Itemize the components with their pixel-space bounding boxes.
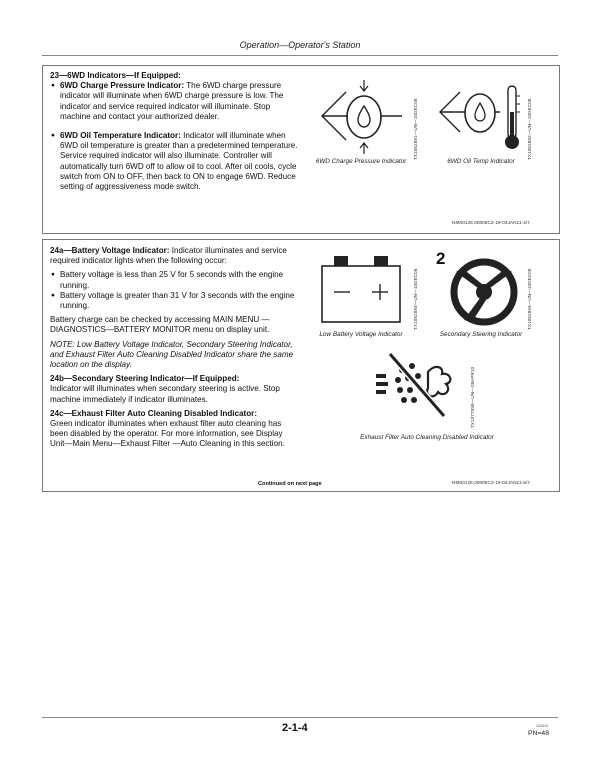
secondary-steering-number: 2 <box>436 249 446 268</box>
image5-code: TX1077058—UN—28APR10 <box>470 366 475 428</box>
image1-code: TX1052891—UN—10DEC08 <box>413 98 418 160</box>
continued-notice: Continued on next page <box>258 481 322 487</box>
running-header: Operation—Operator's Station <box>239 40 361 50</box>
image4-code: TX1052894—UN—10DEC08 <box>527 268 532 330</box>
bullet-high-voltage: ● Battery voltage is greater than 31 V for 3 seconds with the engine running. <box>50 291 298 311</box>
footer-rule <box>42 717 558 718</box>
bullet2-text: Indicator will illuminate when 6WD oil temperature is greater than a predetermined temperature. Service required indicator will also illuminate. Controller will automatically turn 6WD off to allow oil to cool. After oil cools, cycle switch from ON to OFF, then back to ON to engage 6WD. Reduce setting of aggressiveness mode switch. <box>60 131 298 192</box>
charge-pressure-icon <box>316 78 412 156</box>
footer-small-code: 102413 <box>536 724 548 728</box>
exhaust-filter-disabled-icon <box>372 350 462 420</box>
battery-icon <box>316 248 406 328</box>
battery-indicator-para <box>50 246 298 266</box>
footer-pn: PN=48 <box>528 730 549 737</box>
section1-heading: 23—6WD Indicators—If Equipped: <box>50 71 181 80</box>
image3-caption: Low Battery Voltage Indicator <box>319 331 403 338</box>
image1-caption: 6WD Charge Pressure Indicator <box>315 158 407 165</box>
battery-monitor-para: Battery charge can be checked by accessing MAIN MENU —DIAGNOSTICS—BATTERY MONITOR menu on display unit. <box>50 315 270 335</box>
bullet-charge-pressure <box>50 81 298 122</box>
oil-temp-icon <box>434 82 526 154</box>
section2-text <box>50 246 298 450</box>
text-24a: Indicator illuminates and service required indicator lights when the following occur: <box>50 246 287 266</box>
heading-24b: 24b—Secondary Steering Indicator—If Equipped: <box>50 374 240 384</box>
image3-code: TX1052893—UN—10DEC08 <box>413 268 418 330</box>
image2-caption: 6WD Oil Temp Indicator <box>447 158 515 165</box>
bullet1-title: 6WD Charge Pressure Indicator: <box>60 81 185 91</box>
bullet1-text: The 6WD charge pressure indicator will illuminate when 6WD charge pressure is low. The indicator and service required indicator will illuminate. Stop machine and contact your authorized dealer. <box>60 81 284 121</box>
bullet2-title: 6WD Oil Temperature Indicator: <box>60 131 181 141</box>
section1-ref-code: NM00125,00005C3-19-04JAN11-4/7 <box>452 221 530 226</box>
section2-ref-code: NM00125,00005C3-19-04JAN11-5/7 <box>452 481 530 486</box>
shared-location-note: NOTE: Low Battery Voltage Indicator, Secondary Steering Indicator, and Exhaust Filter Auto Cleaning Disabled Indicator share the same location on the display. <box>50 339 294 370</box>
text-24c: Green indicator illuminates when exhaust filter auto cleaning has been disabled by the operator. For more information, see Display Unit—Main Menu—Exhaust Filter —Auto Cleaning in this section. <box>50 419 285 449</box>
image2-code: TX1052892—UN—10DEC08 <box>527 98 532 160</box>
heading-24c: 24c—Exhaust Filter Auto Cleaning Disabled Indicator: <box>50 408 258 418</box>
steering-wheel-icon <box>434 248 526 330</box>
header-rule <box>42 55 558 56</box>
bullet-oil-temperature <box>50 131 298 192</box>
bullet-low-voltage: ● Battery voltage is less than 25 V for 5 seconds with the engine running. <box>50 270 298 290</box>
page-number: 2-1-4 <box>282 722 308 734</box>
text-24b: Indicator will illuminates when secondary steering is active. Stop machine immediately if indicator illuminates. <box>50 384 280 404</box>
image4-caption: Secondary Steering Indicator <box>439 331 523 338</box>
section1-text <box>50 71 298 192</box>
heading-24a: 24a—Battery Voltage Indicator: <box>50 246 170 255</box>
image5-caption: Exhaust Filter Auto Cleaning Disabled Indicator <box>360 434 494 441</box>
